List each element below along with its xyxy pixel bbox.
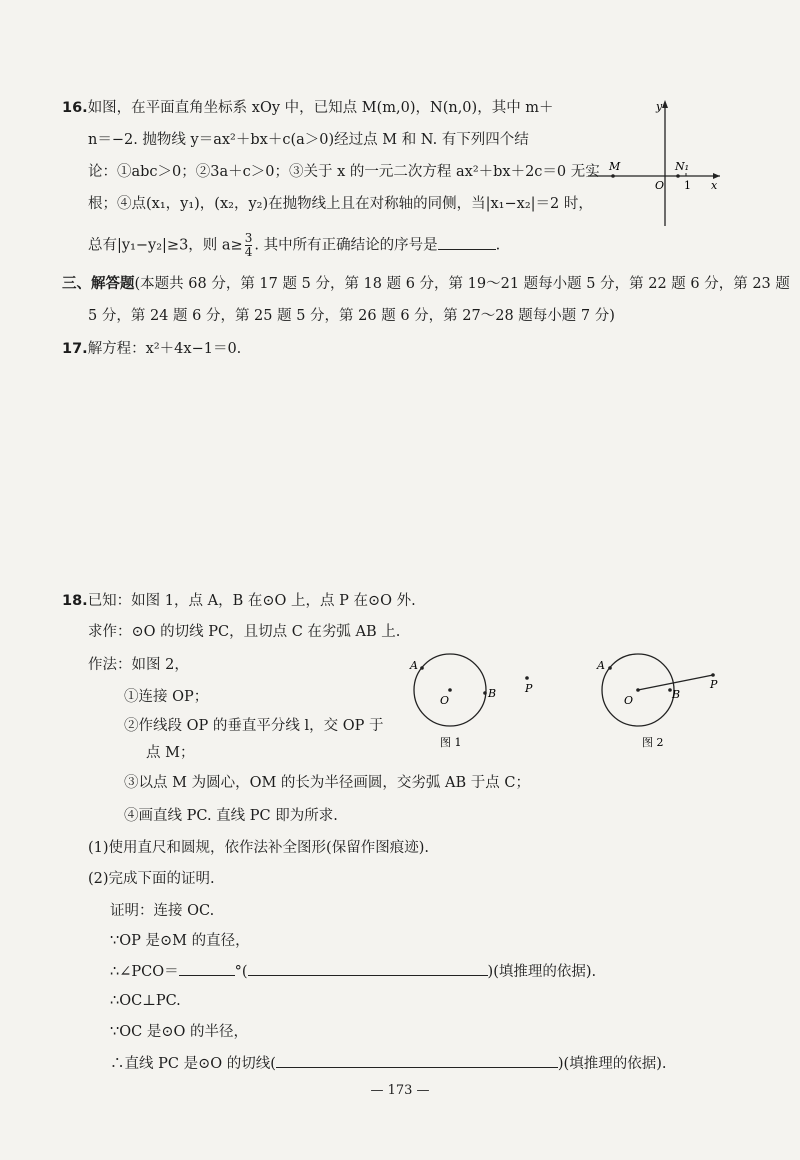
q16-fraction xyxy=(245,232,253,259)
q18-proof-5 xyxy=(110,1053,666,1074)
q16-coordinate-graph xyxy=(580,98,730,228)
y-axis-label: y xyxy=(656,100,663,113)
q16-line-3: 论：①abc＞0；②3a＋c＞0；③关于 x 的一元二次方程 ax²＋bx＋2c＝0 无实 xyxy=(88,164,600,180)
q18-step-4: ④画直线 PC. 直线 PC 即为所求. xyxy=(124,808,338,824)
label-p: P xyxy=(710,678,718,691)
q16-text-5b: . 其中所有正确结论的序号是 xyxy=(254,237,438,254)
point-p xyxy=(711,673,715,677)
q16-line-2: n＝−2. 抛物线 y＝ax²＋bx＋c(a＞0)经过点 M 和 N. 有下列四个结 xyxy=(88,132,529,148)
q16-text-1: 如图，在平面直角坐标系 xOy 中，已知点 M(m,0)，N(n,0)，其中 m＋ xyxy=(87,100,554,116)
point-a xyxy=(420,666,424,670)
q18-step-2b: 点 M； xyxy=(146,745,195,761)
q18-proof-2 xyxy=(110,961,596,982)
q16-answer-blank[interactable] xyxy=(438,235,496,250)
proof-5-text-b: )(填推理的依据). xyxy=(557,1056,667,1072)
q18-given-text: 已知：如图 1，点 A，B 在⊙O 上，点 P 在⊙O 外. xyxy=(87,593,416,609)
label-a: A xyxy=(410,659,418,672)
q18-method: 作法：如图 2， xyxy=(88,657,189,673)
label-a: A xyxy=(597,659,605,672)
q18-proof-4: ∵OC 是⊙O 的半径， xyxy=(110,1024,248,1040)
page-number: — 173 — xyxy=(370,1083,430,1098)
label-p: P xyxy=(525,682,533,695)
proof-2-text-b: °( xyxy=(234,964,248,980)
q16-text-5-end: . xyxy=(495,237,501,254)
label-o: O xyxy=(440,694,450,707)
label-b: B xyxy=(672,688,681,701)
q18-part-2: (2)完成下面的证明. xyxy=(88,871,215,887)
section3-line-1 xyxy=(62,274,790,294)
point-p xyxy=(525,676,529,680)
q18-proof-1: ∵OP 是⊙M 的直径， xyxy=(110,933,250,949)
q17-text: 解方程：x²＋4x−1＝0. xyxy=(87,341,242,357)
section3-scoring-1: (本题共 68 分，第 17 题 5 分，第 18 题 6 分，第 19～21 题每小题 5 分，第 22 题 6 分，第 23 题 xyxy=(134,276,790,292)
q16-line-1 xyxy=(62,98,554,118)
q18-proof-0: 证明：连接 OC. xyxy=(110,903,215,919)
y-axis-arrow-icon xyxy=(662,100,668,108)
point-m xyxy=(611,174,615,178)
tick-one-label: 1 xyxy=(684,179,691,192)
q18-given xyxy=(62,591,416,611)
q16-line-5 xyxy=(88,232,500,259)
figure-2-caption: 图 2 xyxy=(642,736,664,749)
reason-1-answer-blank[interactable] xyxy=(248,961,488,976)
angle-answer-blank[interactable] xyxy=(179,961,235,976)
center-o xyxy=(448,688,452,692)
point-n-label: N₁ xyxy=(675,160,690,173)
q18-ask: 求作：⊙O 的切线 PC，且切点 C 在劣弧 AB 上. xyxy=(88,624,401,640)
proof-2-text-a: ∴∠PCO＝ xyxy=(110,964,179,980)
point-b xyxy=(483,691,487,695)
figure-2 xyxy=(590,650,740,750)
proof-5-text-a: ∴直线 PC 是⊙O 的切线( xyxy=(110,1056,276,1072)
x-axis-label: x xyxy=(711,179,718,192)
section3-title: 三、解答题 xyxy=(62,276,135,292)
q18-number: 18. xyxy=(62,593,88,609)
q18-proof-3: ∴OC⊥PC. xyxy=(110,993,181,1009)
q18-step-3: ③以点 M 为圆心，OM 的长为半径画圆，交劣弧 AB 于点 C； xyxy=(124,775,530,791)
q18-step-1: ①连接 OP； xyxy=(124,689,209,705)
point-m-label: M xyxy=(609,160,621,173)
proof-2-text-c: )(填推理的依据). xyxy=(487,964,597,980)
q17-line xyxy=(62,339,241,359)
origin-label: O xyxy=(655,179,665,192)
q16-number: 16. xyxy=(62,100,88,116)
label-o: O xyxy=(624,694,634,707)
q18-part-1: (1)使用直尺和圆规，依作法补全图形(保留作图痕迹). xyxy=(88,840,429,856)
reason-2-answer-blank[interactable] xyxy=(276,1053,558,1068)
point-a xyxy=(608,666,612,670)
q16-line-4: 根；④点(x₁，y₁)，(x₂，y₂)在抛物线上且在对称轴的同侧，当|x₁−x₂|＝2 时， xyxy=(88,196,593,212)
center-o xyxy=(636,688,640,692)
q16-text-5a: 总有|y₁−y₂|≥3，则 a≥ xyxy=(88,237,243,254)
figure-1 xyxy=(400,650,560,750)
q18-step-2a: ②作线段 OP 的垂直平分线 l，交 OP 于 xyxy=(124,718,384,734)
point-n xyxy=(676,174,680,178)
section3-line-2: 5 分，第 24 题 6 分，第 25 题 5 分，第 26 题 6 分，第 27～28 题每小题 7 分) xyxy=(88,308,615,324)
fraction-numerator: 3 xyxy=(244,231,253,245)
fraction-denominator: 4 xyxy=(244,245,253,259)
label-b: B xyxy=(488,687,497,700)
figure-1-caption: 图 1 xyxy=(440,736,462,749)
q17-number: 17. xyxy=(62,341,88,357)
